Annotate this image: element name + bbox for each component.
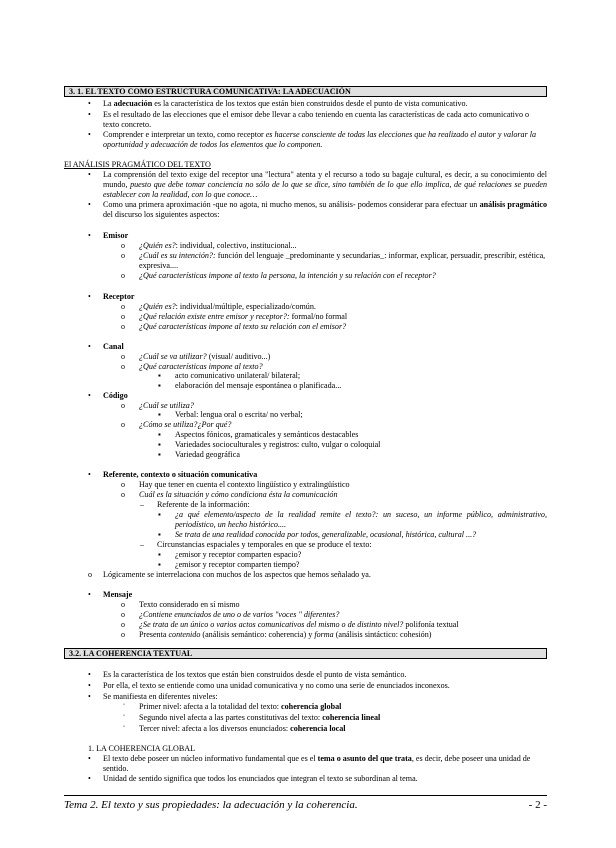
section-heading-coherencia: 3.2. LA COHERENCIA TEXTUAL — [64, 648, 547, 659]
list-item: Segundo nivel afecta a las partes constitutivas del texto: coherencia lineal — [139, 713, 381, 722]
dash-bullet-icon: – — [140, 500, 144, 509]
bullet-icon: • — [88, 200, 91, 209]
circle-bullet-icon: o — [121, 271, 125, 280]
square-bullet-icon: ▪ — [158, 450, 161, 459]
tick-bullet-icon: ˚ — [123, 704, 125, 710]
circle-bullet-icon: o — [121, 630, 125, 639]
list-item: Circunstancias espaciales y temporales en que se produce el texto: — [157, 540, 372, 549]
paragraph: Es el resultado de las elecciones que el emisor debe llevar a cabo teniendo en cuenta las características de cada acto comunicativo o texto concreto. — [103, 110, 530, 129]
list-item: ¿Cuál se utiliza? — [139, 401, 194, 410]
paragraph: Se manifiesta en diferentes niveles: — [103, 692, 218, 701]
list-item: ¿emisor y receptor comparten espacio? — [175, 550, 302, 559]
list-item: ¿Se trata de un único o varios actos comunicativos del mismo o de distinto nivel? polifonía textual — [139, 620, 459, 629]
subheading-analisis: El ANÁLISIS PRAGMÁTICO DEL TEXTO — [64, 160, 211, 169]
aspect-title-canal: Canal — [103, 342, 124, 351]
circle-bullet-icon: o — [121, 241, 125, 250]
square-bullet-icon: ▪ — [158, 530, 161, 539]
paragraph: Unidad de sentido significa que todos los enunciados que integran el texto se subordinan al tema. — [103, 774, 418, 783]
list-item: Referente de la información: — [157, 500, 250, 509]
bullet-icon: • — [88, 130, 91, 139]
list-item: ¿a qué elemento/aspecto de la realidad remite el texto?: un suceso, un informe público, administrativo, periodístico, un hecho histórico.... — [175, 510, 547, 529]
paragraph: La adecuación es la característica de los textos que están bien construidos desde el punto de vista comunicativo. — [103, 99, 468, 108]
bullet-icon: • — [88, 754, 91, 763]
page-number: - 2 - — [528, 799, 547, 811]
list-item: Se trata de una realidad conocida por todos, generalizable, ocasional, histórica, cultural ...? — [175, 530, 477, 539]
list-item: elaboración del mensaje espontánea o planificada... — [175, 381, 342, 390]
circle-bullet-icon: o — [121, 420, 125, 429]
bullet-icon: • — [88, 681, 91, 690]
subheading-coherencia-global: 1. LA COHERENCIA GLOBAL — [88, 744, 196, 753]
circle-bullet-icon: o — [121, 251, 125, 260]
circle-bullet-icon: o — [121, 312, 125, 321]
paragraph: Por ella, el texto se entiende como una unidad comunicativa y no como una serie de enunciados inconexos. — [103, 681, 450, 690]
list-item: ¿Quién es?: individual, colectivo, institucional... — [139, 241, 297, 250]
aspect-title-codigo: Código — [103, 391, 128, 400]
list-item: Presenta contenido (análisis semántico: coherencia) y forma (análisis sintáctico: cohesión) — [139, 630, 432, 639]
paragraph: La comprensión del texto exige del receptor una "lectura" atenta y el recurso a todo su bagaje cultural, es decir, a su conocimiento del mundo, puesto que debe tomar conciencia no sólo de lo que se dice, sino también de lo que ello implica, de qué relaciones se pueden establecer con la realidad, con lo que conoce… — [103, 170, 548, 199]
list-item: ¿Contiene enunciados de uno o de varios "voces " diferentes? — [139, 610, 340, 619]
bullet-icon: • — [88, 99, 91, 108]
bullet-icon: • — [88, 170, 91, 179]
list-item: ¿Cuál se va utilizar? (visual/ auditivo...) — [139, 352, 271, 361]
bullet-icon: • — [88, 692, 91, 701]
tick-bullet-icon: ˚ — [123, 726, 125, 732]
bullet-icon: • — [88, 110, 91, 119]
list-item: Texto considerado en sí mismo — [139, 600, 240, 609]
square-bullet-icon: ▪ — [158, 560, 161, 569]
list-item: ¿Cómo se utiliza?¿Por qué? — [139, 420, 232, 429]
aspect-title-emisor: Emisor — [103, 231, 129, 240]
circle-bullet-icon: o — [121, 620, 125, 629]
paragraph: Es la característica de los textos que están bien construidos desde el punto de vista semántico. — [103, 670, 407, 679]
bullet-icon: • — [88, 231, 91, 240]
circle-bullet-icon: o — [121, 302, 125, 311]
section-heading-adecuacion: 3. 1. EL TEXTO COMO ESTRUCTURA COMUNICATIVA: LA ADECUACIÓN — [64, 86, 547, 97]
bullet-icon: • — [88, 342, 91, 351]
dash-bullet-icon: – — [140, 540, 144, 549]
tick-bullet-icon: ˚ — [123, 715, 125, 721]
aspect-title-mensaje: Mensaje — [103, 590, 133, 599]
circle-bullet-icon: o — [121, 490, 125, 499]
square-bullet-icon: ▪ — [158, 410, 161, 419]
bullet-icon: • — [88, 590, 91, 599]
paragraph: Como una primera aproximación -que no agota, ni mucho menos, su análisis- podemos considerar para efectuar un análisis pragmático del discurso los siguientes aspectos: — [103, 200, 547, 219]
square-bullet-icon: ▪ — [158, 371, 161, 380]
list-item: Aspectos fónicos, gramaticales y semánticos destacables — [175, 430, 359, 439]
list-item: acto comunicativo unilateral/ bilateral; — [175, 371, 301, 380]
list-item: ¿Quién es?: individual/múltiple, especializado/común. — [139, 302, 316, 311]
footer-title: Tema 2. El texto y sus propiedades: la adecuación y la coherencia. — [64, 799, 358, 811]
list-item: Verbal: lengua oral o escrita/ no verbal; — [175, 410, 303, 419]
list-item: Hay que tener en cuenta el contexto lingüístico y extralingüístico — [139, 480, 350, 489]
square-bullet-icon: ▪ — [158, 550, 161, 559]
list-item: ¿Cuál es su intención?: función del lenguaje _predominante y secundarias_: informar, explicar, persuadir, prescribir, estética, expresiva.... — [139, 251, 546, 270]
list-item: ¿Qué características impone al texto? — [139, 362, 263, 371]
list-item: Variedades socioculturales y registros: culto, vulgar o coloquial — [175, 440, 381, 449]
bullet-icon: • — [88, 774, 91, 783]
circle-bullet-icon: o — [121, 401, 125, 410]
circle-bullet-icon: o — [121, 352, 125, 361]
circle-bullet-icon: o — [121, 362, 125, 371]
square-bullet-icon: ▪ — [158, 510, 161, 519]
list-item: ¿Qué relación existe entre emisor y receptor?: formal/no formal — [139, 312, 348, 321]
list-item: ¿Qué características impone al texto su relación con el emisor? — [139, 322, 347, 331]
paragraph: El texto debe poseer un núcleo informativo fundamental que es el tema o asunto del que trata, es decir, debe poseer una unidad de sentido. — [103, 754, 531, 773]
square-bullet-icon: ▪ — [158, 430, 161, 439]
aspect-title-receptor: Receptor — [103, 292, 135, 301]
circle-bullet-icon: o — [121, 480, 125, 489]
paragraph: Comprender e interpretar un texto, como receptor es hacerse consciente de todas las elecciones que ha realizado el autor y valorar la oportunidad y adecuación de todos los elementos que lo componen. — [103, 130, 537, 149]
list-item: Cuál es la situación y cómo condiciona ésta la comunicación — [139, 490, 338, 499]
square-bullet-icon: ▪ — [158, 440, 161, 449]
bullet-icon: • — [88, 391, 91, 400]
footer-rule — [64, 795, 547, 796]
circle-bullet-icon: o — [121, 322, 125, 331]
list-item: ¿Qué características impone al texto la persona, la intención y su relación con el receptor? — [139, 271, 436, 280]
circle-bullet-icon: o — [121, 600, 125, 609]
bullet-icon: • — [88, 292, 91, 301]
circle-bullet-icon: o — [121, 610, 125, 619]
list-item: Variedad geográfica — [175, 450, 240, 459]
list-item: ¿emisor y receptor comparten tiempo? — [175, 560, 300, 569]
list-item: Primer nivel: afecta a la totalidad del texto: coherencia global — [139, 702, 342, 711]
bullet-icon: • — [88, 670, 91, 679]
circle-bullet-icon: o — [88, 570, 92, 579]
list-item: Tercer nivel: afecta a los diversos enunciados: coherencia local — [139, 724, 346, 733]
aspect-title-referente: Referente, contexto o situación comunicativa — [103, 470, 258, 479]
bullet-icon: • — [88, 470, 91, 479]
square-bullet-icon: ▪ — [158, 381, 161, 390]
list-item: Lógicamente se interrelaciona con muchos de los aspectos que hemos señalado ya. — [103, 570, 371, 579]
